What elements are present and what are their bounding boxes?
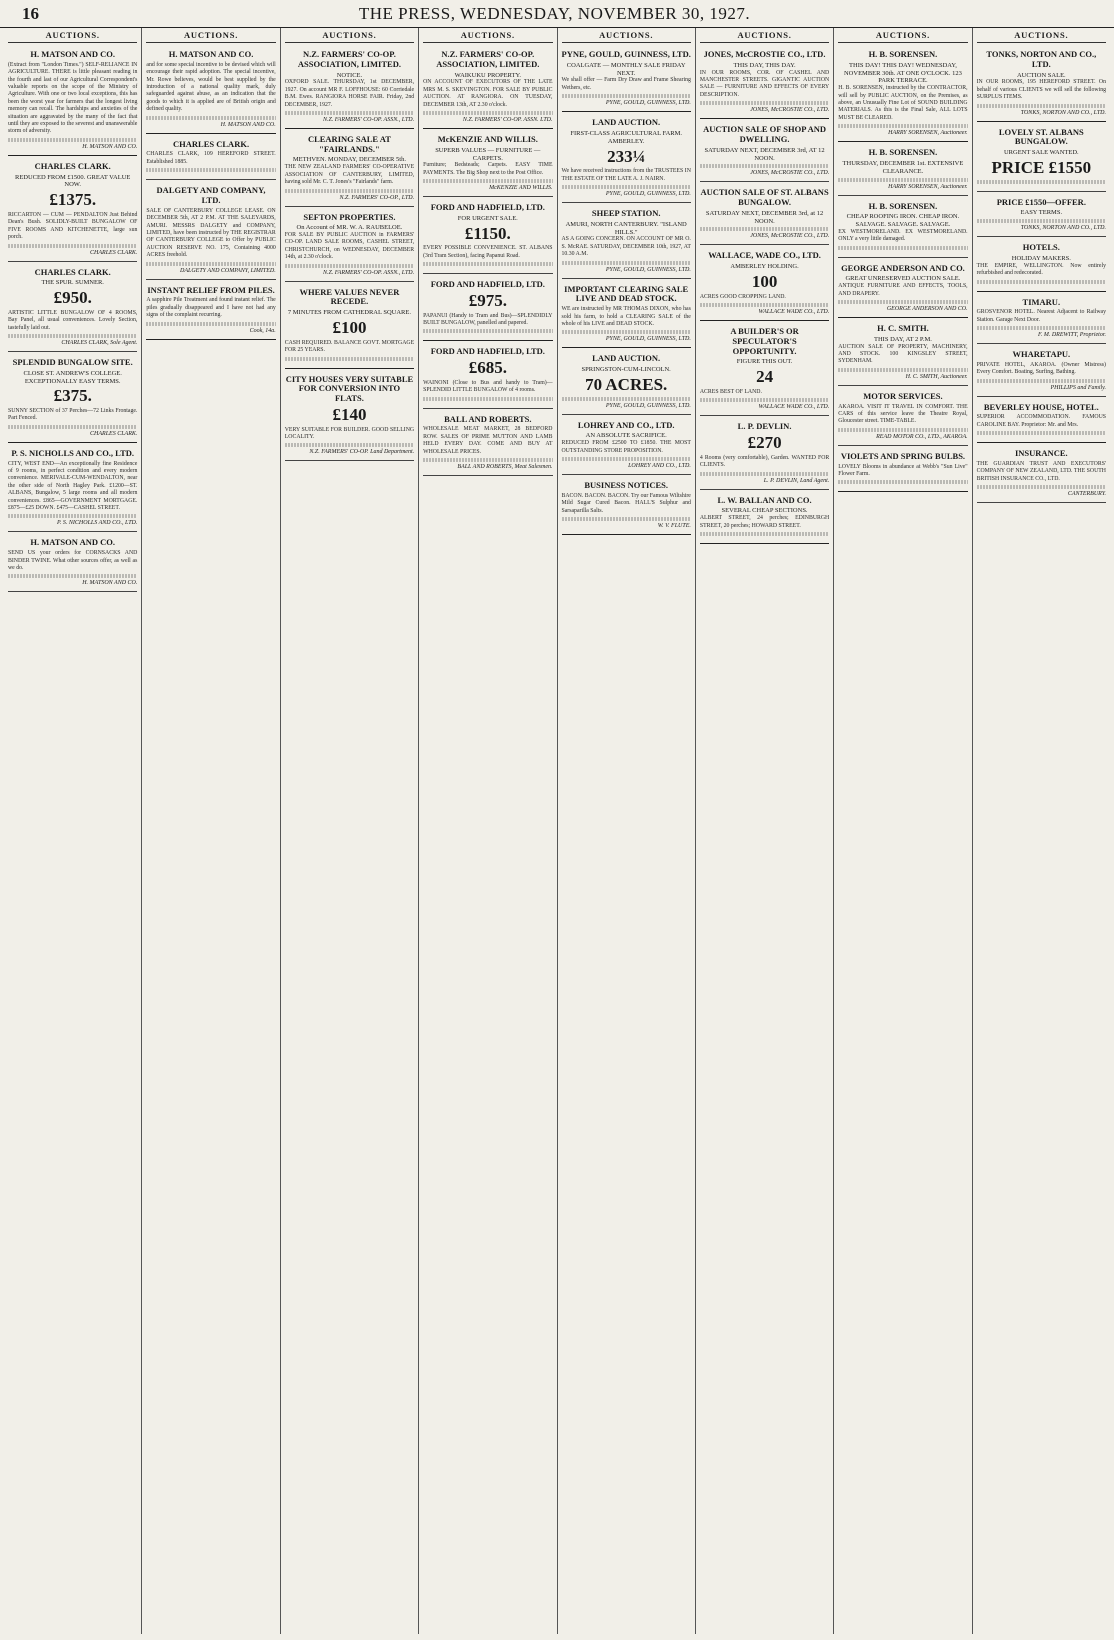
ad-body: SALE OF CANTERBURY COLLEGE LEASE. ON DECEMBER 5th, AT 2 P.M. AT THE SALEYARDS, AMURI. MESSRS DALGETY and COMPANY, LIMITED, have been instructed by THE REGISTRAR OF CANTERBURY COLLEGE to Offer by PUBLIC AUCTION RESERVE NO. 175, Containing 4000 ACRES freehold.: [146, 207, 276, 259]
ad-subtitle: FIRST-CLASS AGRICULTURAL FARM. AMBERLEY.: [570, 129, 683, 145]
ad-signature: F. M. DREWITT, Proprietor.: [1037, 332, 1106, 339]
advertisement: [700, 248, 829, 321]
ad-signature: PYNE, GOULD, GUINNESS, LTD.: [605, 266, 691, 273]
advertisement: [562, 418, 691, 475]
ad-body: (Extract from "London Times.") SELF-RELIANCE IN AGRICULTURE. THERE is little pleasant reading in the fourth and last of our Agricultural Correspondent's valuable reports on the scope of the Ministry of Agriculture. With one or two local exceptions, this has been the worst year for farmers that the longest living memory can recall. The hardships and anxieties of the situation are aggravated by the many of the fact that until they are exposed to the severest and unanswerable storm of adversity.: [8, 61, 138, 135]
text-filler: [423, 397, 552, 401]
ad-price: 24: [756, 367, 774, 387]
column-heading: AUCTIONS.: [838, 30, 967, 43]
ad-signature: DALGETY AND COMPANY, LIMITED.: [180, 267, 276, 274]
ad-signature: READ MOTOR CO., LTD., AKAROA.: [876, 433, 968, 440]
ad-title: CHARLES CLARK.: [34, 266, 111, 277]
ad-body: ACRES GOOD CROPPING LAND.: [699, 293, 786, 300]
text-filler: [977, 104, 1106, 108]
text-filler: [977, 326, 1106, 330]
ad-title: BALL AND ROBERTS.: [444, 413, 532, 424]
ad-body: CITY, WEST END—An exceptionally fine Residence of 9 rooms, in perfect condition and every modern convenience. MERIVALE-CUM-WENDALTON, near the other side of North Hagley Park. £1200—ST. ALBANS, Bungalow, 5 large rooms and all modern conveniences. £865—GOVERNMENT MORTGAGE. £875—£25 DOWN. £475—CASHEL STREET.: [8, 460, 138, 512]
ad-subtitle: SATURDAY NEXT, DECEMBER 3rd, at 12 NOON.: [705, 209, 824, 225]
ad-body: AUCTION SALE OF PROPERTY, MACHINERY, AND STOCK. 100 KINGSLEY STREET, SYDENHAM.: [838, 343, 968, 365]
text-filler: [562, 457, 691, 461]
advertisement: [562, 206, 691, 279]
ad-price: 100: [751, 272, 778, 291]
ad-title: MOTOR SERVICES.: [863, 390, 943, 401]
text-filler: [700, 164, 829, 168]
advertisement: [423, 412, 552, 476]
text-filler: [146, 322, 275, 326]
ad-body: SUNNY SECTION of 37 Perches—72 Links Frontage. Part Fenced.: [8, 408, 138, 422]
advertisement: [977, 295, 1106, 345]
ad-body: We shall offer — Farm Dry Draw and Frame Shearing Wethers, etc.: [561, 77, 691, 91]
advertisement: [8, 355, 137, 443]
ad-subtitle: SATURDAY NEXT, DECEMBER 3rd, AT 12 NOON.: [704, 146, 825, 162]
ad-signature: CHARLES CLARK.: [90, 249, 138, 256]
advertisement: [562, 115, 691, 203]
ad-body: GROSVENOR HOTEL. Nearest Adjacent to Railway Station. Garage Next Door.: [976, 309, 1106, 323]
ad-body: SEND US your orders for CORNSACKS AND BINDER TWINE. What other sources offer, as well as we do.: [8, 550, 138, 572]
ad-title: VIOLETS AND SPRING BULBS.: [840, 450, 966, 461]
ad-body: ACRES BEST OF LAND.: [699, 388, 762, 395]
ad-signature: CANTERBURY.: [1067, 491, 1106, 498]
ad-title: INSURANCE.: [1014, 448, 1068, 459]
ad-price: £1375.: [49, 190, 97, 210]
text-filler: [700, 303, 829, 307]
ad-title: A BUILDER'S OR SPECULATOR'S OPPORTUNITY.: [730, 326, 799, 356]
ad-signature: H. MATSON AND CO.: [82, 580, 138, 587]
ad-body: CHARLES CLARK, 109 HEREFORD STREET. Established 1885.: [146, 151, 276, 165]
advertisement: [562, 351, 691, 414]
ad-title: SEFTON PROPERTIES.: [303, 211, 396, 222]
ad-subtitle: THE SPUR. SUMNER.: [41, 279, 104, 287]
advertisement: [977, 446, 1106, 503]
advertisement: [700, 493, 829, 544]
ad-title: LAND AUCTION.: [592, 117, 661, 128]
advertisement: [838, 47, 967, 142]
ad-title: L. P. DEVLIN.: [737, 421, 792, 432]
ad-title: WHERE VALUES NEVER RECEDE.: [299, 286, 400, 307]
page-number: 16: [22, 4, 39, 23]
ad-subtitle: URGENT SALE WANTED.: [1003, 149, 1079, 157]
text-filler: [838, 480, 967, 484]
ad-title: INSTANT RELIEF FROM PILES.: [147, 284, 275, 295]
advertisement: [838, 145, 967, 195]
text-filler: [838, 428, 967, 432]
advertisement: [977, 47, 1106, 122]
advertisement: [146, 283, 275, 340]
ad-body: ALBERT STREET, 24 perches; EDINBURGH STREET, 20 perches; HOWARD STREET.: [699, 515, 830, 529]
ad-signature: HARRY SORENSEN, Auctioneer.: [888, 130, 968, 137]
ad-signature: H. MATSON AND CO.: [220, 121, 276, 128]
text-filler: [977, 431, 1106, 435]
text-filler: [838, 246, 967, 250]
ad-title: H. B. SORENSEN.: [868, 147, 938, 158]
advertisement: [838, 261, 967, 318]
ad-signature: WALLACE WADE CO., LTD.: [758, 309, 830, 316]
column-2: [142, 28, 280, 1634]
ad-body: THE NEW ZEALAND FARMERS' CO-OPERATIVE ASSOCIATION OF CANTERBURY, LIMITED, having sold Mr. C. T. Jones's "Fairlands" farm.: [284, 164, 415, 186]
ad-title: GEORGE ANDERSON AND CO.: [841, 262, 965, 273]
advertisement: [977, 347, 1106, 397]
ad-body: IN OUR ROOMS, COR. OF CASHEL AND MANCHESTER STREETS. GIGANTIC AUCTION SALE — FURNITURE AND EFFECTS OF EVERY DESCRIPTION.: [699, 69, 830, 98]
text-filler: [838, 124, 967, 128]
ad-signature: Cook, 14a.: [249, 327, 276, 334]
ad-signature: JONES, McCROSTIE CO., LTD.: [750, 170, 830, 177]
advertisement: [838, 389, 967, 446]
ad-signature: CHARLES CLARK.: [90, 430, 138, 437]
ad-subtitle: AMBERLEY HOLDING.: [730, 263, 799, 271]
ad-title: CLEARING SALE AT "FAIRLANDS.": [307, 133, 391, 154]
advertisement: [423, 132, 552, 197]
text-filler: [838, 368, 967, 372]
ad-title: CHARLES CLARK.: [173, 138, 250, 149]
ad-title: H. MATSON AND CO.: [30, 49, 115, 59]
ad-signature: L. P. DEVLIN, Land Agent.: [763, 477, 830, 484]
text-filler: [8, 574, 137, 578]
advertisement: [838, 199, 967, 258]
advertisement: [700, 122, 829, 182]
advertisement: [977, 195, 1106, 238]
auction-columns: [0, 28, 1114, 1634]
ad-title: TONKS, NORTON AND CO., LTD.: [986, 49, 1097, 69]
ad-subtitle: THIS DAY, THIS DAY.: [733, 61, 796, 69]
ad-body: ANTIQUE FURNITURE AND EFFECTS, TOOLS, AND DRAPERY.: [838, 283, 968, 297]
advertisement: [8, 535, 137, 592]
advertisement: [700, 419, 829, 489]
text-filler: [423, 262, 552, 266]
text-filler: [838, 300, 967, 304]
text-filler: [8, 138, 137, 142]
text-filler: [146, 168, 275, 172]
ad-body: AKAROA. VISIT IT TRAVEL IN COMFORT. THE CARS of this service leave the Theatre Royal, Gloucester street. TIME-TABLE.: [838, 403, 968, 425]
ad-body: BACON. BACON. BACON. Try our Famous Wiltshire Mild Sugar Cured Bacon. HALL'S Sulphur and Sarsaparilla Salts.: [561, 492, 691, 514]
ad-signature: H. MATSON AND CO.: [82, 143, 138, 150]
ad-title: H. MATSON AND CO.: [30, 537, 115, 548]
newspaper-title: THE PRESS, WEDNESDAY, NOVEMBER 30, 1927.: [358, 4, 751, 23]
advertisement: [8, 446, 137, 533]
ad-body: IN OUR ROOMS, 195 HEREFORD STREET. On behalf of various CLIENTS we will sell the following SURPLUS ITEMS.: [976, 79, 1106, 101]
column-heading: AUCTIONS.: [146, 30, 275, 43]
advertisement: [700, 324, 829, 416]
advertisement: [700, 185, 829, 245]
advertisement: [977, 400, 1106, 444]
ad-price: £975.: [468, 290, 507, 310]
ad-body: and for some special incentive to be devised which will encourage their rapid adoption. The special incentive, Mr. Rowe believes, would be best supplied by the introduction of a national quality mark, duly safeguarded against abuse, as an indication that the goods to which it is applied are of British origin and defined quality.: [146, 61, 276, 113]
ad-signature: N.Z. FARMERS' CO-OP. ASSN. LTD.: [462, 116, 553, 123]
advertisement: [285, 47, 414, 129]
ad-body: 4 Rooms (very comfortable), Garden. WANTED FOR CLIENTS.: [699, 454, 830, 469]
text-filler: [146, 262, 275, 266]
advertisement: [838, 449, 967, 493]
column-5: [558, 28, 696, 1634]
ad-subtitle: GREAT UNRESERVED AUCTION SALE.: [845, 275, 961, 283]
column-7: [834, 28, 972, 1634]
column-1: [4, 28, 142, 1634]
advertisement: [838, 321, 967, 386]
ad-signature: JONES, McCROSTIE CO., LTD.: [750, 107, 830, 114]
ad-body: ON ACCOUNT OF EXECUTORS OF THE LATE MRS M. S. SKEVINGTON. FOR SALE BY PUBLIC AUCTION. AT RANGIORA. ON TUESDAY, DECEMBER 13th, AT 2.30 o'clock.: [423, 79, 553, 108]
advertisement: [562, 478, 691, 535]
column-4: [419, 28, 557, 1634]
ad-signature: N.Z. FARMERS' CO-OP., LTD.: [339, 194, 415, 201]
ad-title: BEVERLEY HOUSE, HOTEL.: [983, 401, 1099, 412]
advertisement: [146, 183, 275, 279]
ad-subtitle: SEVERAL CHEAP SECTIONS.: [721, 507, 808, 515]
ad-signature: TONKS, NORTON AND CO., LTD.: [1020, 225, 1106, 232]
ad-title: PYNE, GOULD, GUINNESS, LTD.: [561, 49, 691, 59]
ad-body: RICCARTON — CUM — PENDALTON Just Behind Dean's Bush. SOLIDLY-BUILT BUNGALOW OF FIVE ROOMS AND KITCHENETTE, large sun porch.: [8, 211, 138, 241]
ad-signature: N.Z. FARMERS' CO-OP. Land Department.: [309, 449, 415, 456]
ad-title: McKENZIE AND WILLIS.: [437, 133, 538, 144]
ad-body: ARTISTIC LITTLE BUNGALOW OF 4 ROOMS, Bay Panel, all usual conveniences. Lovely Section, tastefully laid out.: [8, 309, 138, 331]
ad-subtitle: NOTICE.: [336, 71, 363, 79]
ad-body: Furniture; Bedsteads; Carpets. EASY TIME PAYMENTS. The Big Shop next to the Post Office.: [423, 162, 553, 176]
text-filler: [700, 532, 829, 536]
ad-subtitle: SPRINGSTON-CUM-LINCOLN.: [581, 366, 671, 374]
ad-signature: PYNE, GOULD, GUINNESS, LTD.: [605, 402, 691, 409]
ad-body: FOR SALE BY PUBLIC AUCTION in FARMERS' CO-OP. LAND SALE ROOMS, CASHEL STREET, CHRISTCHURCH, on WEDNESDAY, DECEMBER 14th, at 2.30 o'clock.: [284, 232, 415, 261]
ad-signature: PHILLIPS and Family.: [1050, 384, 1106, 391]
ad-subtitle: FOR URGENT SALE.: [457, 214, 518, 222]
ad-title: TIMARU.: [1022, 296, 1061, 307]
text-filler: [285, 111, 414, 115]
ad-subtitle: AUCTION SALE.: [1016, 71, 1066, 79]
text-filler: [8, 514, 137, 518]
column-heading: AUCTIONS.: [562, 30, 691, 43]
ad-signature: GEORGE ANDERSON AND CO.: [886, 306, 968, 313]
ad-title: P. S. NICHOLLS AND CO., LTD.: [11, 447, 135, 458]
ad-price: £375.: [53, 386, 92, 406]
ad-subtitle: 7 MINUTES FROM CATHEDRAL SQUARE.: [287, 309, 411, 317]
ad-body: CASH REQUIRED. BALANCE GOVT. MORTGAGE FOR 25 YEARS.: [284, 339, 415, 354]
advertisement: [423, 200, 552, 274]
ad-title: PRICE £1550—OFFER.: [996, 196, 1086, 207]
ad-body: EX WESTMORELAND. EX WESTMORELAND. ONLY a very little damaged.: [838, 228, 968, 243]
ad-subtitle: FIGURE THIS OUT.: [736, 358, 793, 366]
ad-title: H. B. SORENSEN.: [868, 49, 938, 59]
ad-title: CHARLES CLARK.: [34, 160, 111, 171]
ad-title: FORD AND HADFIELD, LTD.: [430, 279, 545, 290]
advertisement: [562, 47, 691, 112]
ad-subtitle: HOLIDAY MAKERS.: [1011, 254, 1071, 262]
text-filler: [700, 398, 829, 402]
advertisement: [285, 210, 414, 282]
advertisement: [285, 285, 414, 369]
ad-body: A sapphire Pile Treatment and found instant relief. The piles gradually disappeared and I have not had any signs of the complaint recurring.: [146, 297, 276, 319]
ad-signature: PYNE, GOULD, GUINNESS, LTD.: [605, 100, 691, 107]
ad-subtitle: CLOSE ST. ANDREW'S COLLEGE. EXCEPTIONALLY EASY TERMS.: [23, 369, 122, 385]
text-filler: [700, 227, 829, 231]
column-6: [696, 28, 834, 1634]
ad-title: DALGETY AND COMPANY, LTD.: [156, 185, 266, 205]
ad-title: LOVELY ST. ALBANS BUNGALOW.: [998, 126, 1084, 147]
ad-subtitle: WAIKUKU PROPERTY.: [454, 71, 521, 79]
column-8: [973, 28, 1110, 1634]
ad-price: £140: [332, 404, 367, 424]
ad-price: PRICE £1550: [991, 157, 1092, 177]
ad-subtitle: COALGATE — MONTHLY SALE FRIDAY NEXT.: [566, 61, 686, 77]
ad-price: £1150.: [464, 223, 511, 243]
advertisement: [146, 137, 275, 181]
ad-title: SPLENDID BUNGALOW SITE.: [12, 356, 133, 367]
ad-signature: W. V. FLUTE.: [657, 522, 691, 529]
advertisement: [562, 282, 691, 349]
ad-body: WE are instructed by MR THOMAS DIXON, who has sold his farm, to hold a CLEARING SALE of the whole of his LIVE and DEAD STOCK.: [561, 306, 691, 327]
ad-subtitle: THURSDAY, DECEMBER 1st. EXTENSIVE CLEARANCE.: [842, 159, 964, 175]
ad-body: OXFORD SALE. THURSDAY, 1st DECEMBER, 1927. On account MR F. LOFFHOUSE: 60 Corriedale B.M. Ewes. RANGIORA HORSE FAIR. Friday, 2nd DECEMBER, 1927.: [284, 79, 415, 108]
text-filler: [8, 244, 137, 248]
ad-title: H. B. SORENSEN.: [868, 200, 938, 211]
ad-signature: LOHREY AND CO., LTD.: [628, 462, 691, 469]
ad-body: LOVELY Blooms in abundance at Webb's "Sun Live" Flower Farm.: [838, 463, 968, 478]
ad-subtitle: SUPERB VALUES — FURNITURE — CARPETS.: [435, 146, 541, 162]
text-filler: [977, 379, 1106, 383]
ad-signature: PYNE, GOULD, GUINNESS, LTD.: [605, 191, 691, 198]
column-heading: AUCTIONS.: [423, 30, 552, 43]
ad-body: THE EMPIRE, WELLINGTON. Now entirely refurbished and redecorated.: [976, 262, 1106, 277]
text-filler: [285, 443, 414, 447]
ad-signature: P. S. NICHOLLS AND CO., LTD.: [57, 520, 138, 527]
ad-body: PRIVATE HOTEL, AKAROA. (Owner Mistress) Every Comfort. Boating, Surfing, Bathing.: [976, 361, 1106, 376]
ad-body: PAPANUI (Handy to Tram and Bus)—SPLENDIDLY BUILT BUNGALOW, panelled and papered.: [423, 312, 553, 327]
ad-title: H. MATSON AND CO.: [168, 49, 254, 59]
ad-title: L. W. BALLAN AND CO.: [717, 494, 812, 505]
text-filler: [977, 180, 1106, 184]
text-filler: [562, 517, 691, 521]
advertisement: [977, 240, 1106, 291]
ad-price: 233¼: [607, 146, 646, 166]
ad-price: £950.: [53, 288, 92, 308]
text-filler: [977, 219, 1106, 223]
column-heading: AUCTIONS.: [700, 30, 829, 43]
ad-body: SUPERIOR ACCOMMODATION. FAMOUS CAROLINE BAY. Proprietor: Mr. and Mrs.: [976, 414, 1106, 428]
ad-title: IMPORTANT CLEARING SALE LIVE AND DEAD STOCK.: [564, 283, 689, 304]
ad-body: H. B. SORENSEN, instructed by the CONTRACTOR, will sell by PUBLIC AUCTION, on the Premises, as above, an Unusually Fine Lot of SOUND BUILDING MATERIALS. As this is the Final Sale, ALL LOTS MUST BE CLEARED.: [838, 85, 968, 121]
advertisement: [8, 47, 137, 156]
ad-title: H. C. SMITH.: [877, 323, 929, 334]
advertisement: [700, 47, 829, 119]
ad-signature: N.Z. FARMERS' CO-OP. ASSN., LTD.: [322, 116, 415, 123]
ad-body: VERY SUITABLE FOR BUILDER. GOOD SELLING LOCALITY.: [284, 426, 415, 440]
ad-subtitle: AMURI, NORTH CANTERBURY. "ISLAND HILLS.": [565, 220, 687, 236]
masthead: [0, 0, 1114, 28]
ad-subtitle: REDUCED FROM £1500. GREAT VALUE NOW.: [14, 173, 131, 189]
text-filler: [8, 425, 137, 429]
ad-price: £100: [332, 318, 367, 338]
ad-subtitle: THIS DAY! THIS DAY! WEDNESDAY, NOVEMBER 30th. AT ONE O'CLOCK. 123 PARK TERRACE.: [843, 61, 962, 85]
text-filler: [562, 397, 691, 401]
ad-title: AUCTION SALE OF SHOP AND DWELLING.: [703, 124, 827, 144]
advertisement: [8, 265, 137, 352]
ad-title: FORD AND HADFIELD, LTD.: [430, 346, 545, 357]
text-filler: [8, 334, 137, 338]
ad-title: N.Z. FARMERS' CO-OP. ASSOCIATION, LIMITED.: [436, 49, 540, 69]
ad-signature: N.Z. FARMERS' CO-OP. ASSN., LTD.: [322, 269, 415, 276]
ad-signature: TONKS, NORTON AND CO., LTD.: [1020, 109, 1106, 116]
ad-title: BUSINESS NOTICES.: [584, 479, 668, 490]
ad-body: WHOLESALE MEAT MARKET, 28 BEDFORD ROW. SALES OF PRIME MUTTON AND LAMB HELD EVERY DAY. COME AND BUY AT WHOLESALE PRICES.: [423, 426, 553, 455]
text-filler: [423, 179, 552, 183]
text-filler: [562, 330, 691, 334]
ad-title: CITY HOUSES VERY SUITABLE FOR CONVERSION INTO FLATS.: [285, 373, 414, 404]
text-filler: [838, 178, 967, 182]
ad-price: £685.: [468, 358, 507, 378]
ad-body: We have received instructions from the TRUSTEES IN THE ESTATE OF THE LATE A. J. NAIRN.: [561, 168, 691, 182]
text-filler: [977, 280, 1106, 284]
ad-subtitle: THIS DAY, AT 2 P.M.: [874, 335, 932, 343]
text-filler: [285, 357, 414, 361]
ad-title: WALLACE, WADE CO., LTD.: [708, 250, 821, 261]
ad-signature: H. C. SMITH, Auctioneer.: [905, 373, 968, 380]
column-3: [281, 28, 419, 1634]
ad-subtitle: AN ABSOLUTE SACRIFICE.: [585, 432, 667, 440]
advertisement: [285, 132, 414, 207]
ad-title: N.Z. FARMERS' CO-OP. ASSOCIATION, LIMITED.: [297, 49, 401, 69]
text-filler: [285, 189, 414, 193]
advertisement: [977, 125, 1106, 192]
text-filler: [285, 264, 414, 268]
ad-subtitle: METHVEN. MONDAY, DECEMBER 5th.: [292, 156, 406, 164]
ad-body: THE GUARDIAN TRUST AND EXECUTORS' COMPANY OF NEW ZEALAND, LTD. THE SOUTH BRITISH INSURANCE CO., LTD.: [976, 461, 1106, 482]
ad-body: EVERY POSSIBLE CONVENIENCE. ST. ALBANS (3rd Tram Section), facing Papanui Road.: [423, 245, 553, 259]
ad-title: AUCTION SALE OF ST. ALBANS BUNGALOW.: [700, 187, 829, 208]
ad-signature: HARRY SORENSEN, Auctioneer.: [888, 183, 968, 190]
advertisement: [423, 344, 552, 408]
text-filler: [700, 472, 829, 476]
ad-body: WAINONI (Close to Bus and handy to Tram)—SPLENDID LITTLE BUNGALOW of 4 rooms.: [423, 379, 553, 394]
advertisement: [423, 47, 552, 129]
text-filler: [977, 485, 1106, 489]
ad-body: REDUCED FROM £2500 TO £1850. THE MOST OUTSTANDING STORE PROPOSITION.: [561, 440, 691, 454]
text-filler: [562, 261, 691, 265]
ad-signature: CHARLES CLARK, Sole Agent.: [61, 339, 138, 346]
ad-subtitle: CHEAP ROOFING IRON. CHEAP IRON. SALVAGE. SALVAGE. SALVAGE.: [846, 213, 960, 229]
ad-signature: WALLACE WADE CO., LTD.: [758, 404, 830, 411]
advertisement: [285, 372, 414, 462]
text-filler: [423, 458, 552, 462]
ad-title: SHEEP STATION.: [591, 208, 661, 219]
text-filler: [146, 116, 275, 120]
ad-subtitle: On Account of MR. W. A. RAUBELOE.: [296, 224, 403, 232]
column-heading: AUCTIONS.: [977, 30, 1106, 43]
advertisement: [423, 277, 552, 341]
ad-title: FORD AND HADFIELD, LTD.: [430, 202, 545, 213]
advertisement: [146, 47, 275, 134]
column-heading: AUCTIONS.: [8, 30, 137, 43]
ad-signature: BALL AND ROBERTS, Meat Salesmen.: [457, 464, 553, 471]
ad-body: AS A GOING CONCERN. ON ACCOUNT OF MR O. S. McRAE. SATURDAY, DECEMBER 10th, 1927, AT 10.30 A.M.: [561, 236, 691, 258]
ad-signature: PYNE, GOULD, GUINNESS, LTD.: [605, 336, 691, 343]
text-filler: [700, 101, 829, 105]
ad-signature: JONES, McCROSTIE CO., LTD.: [750, 233, 830, 240]
text-filler: [423, 329, 552, 333]
advertisement: [8, 159, 137, 262]
ad-title: WHARETAPU.: [1012, 349, 1071, 360]
ad-title: HOTELS.: [1022, 242, 1060, 253]
text-filler: [423, 111, 552, 115]
ad-price: £270: [747, 433, 782, 453]
ad-title: LOHREY AND CO., LTD.: [577, 419, 675, 430]
ad-signature: McKENZIE AND WILLIS.: [489, 185, 553, 192]
ad-price: 70 ACRES.: [585, 374, 668, 394]
column-heading: AUCTIONS.: [285, 30, 414, 43]
ad-title: JONES, McCROSTIE CO., LTD.: [703, 49, 826, 59]
text-filler: [562, 185, 691, 189]
ad-subtitle: EASY TERMS.: [1020, 209, 1063, 217]
ad-title: LAND AUCTION.: [592, 353, 661, 364]
text-filler: [562, 94, 691, 98]
